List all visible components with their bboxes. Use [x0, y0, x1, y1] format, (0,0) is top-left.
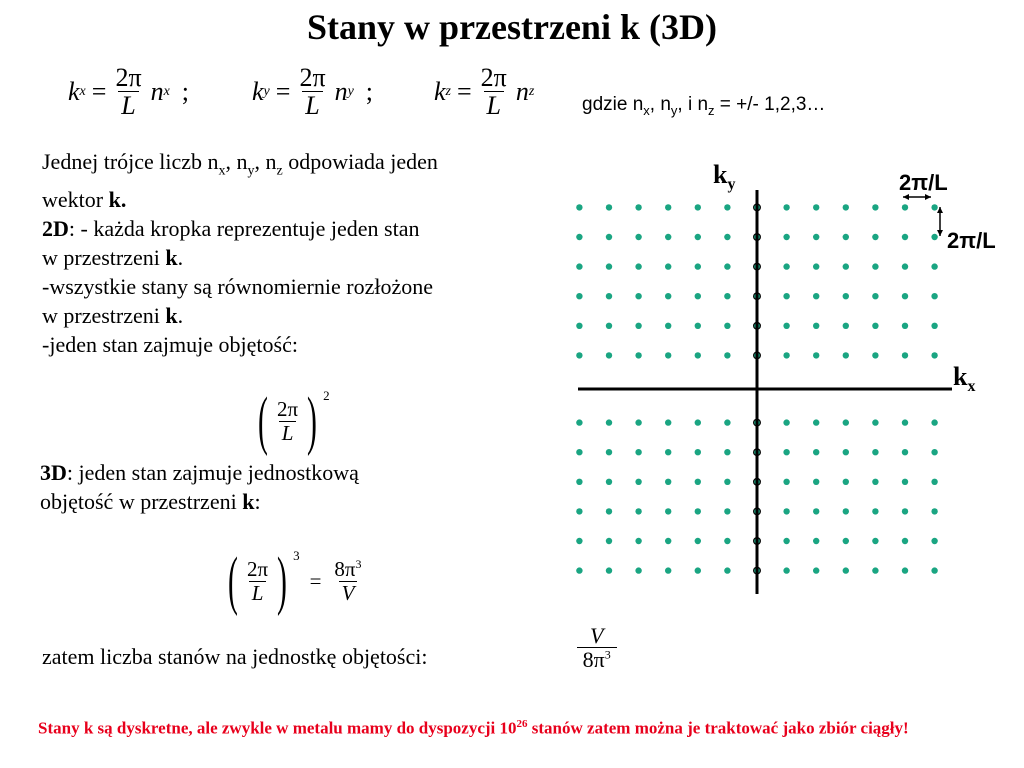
lattice-dot — [606, 567, 612, 573]
lattice-dot — [872, 449, 878, 455]
fraction-2pi-over-L: $\frac{2\pi}{L}$ — [246, 557, 269, 605]
p1-line5: -wszystkie stany są równomiernie rozłożone — [42, 274, 433, 300]
lattice-dot — [843, 263, 849, 269]
ky-definition: k y = $\frac{2\pi}{L}$ n y ; — [252, 63, 374, 121]
lattice-dot — [902, 567, 908, 573]
p1-line4: w przestrzeni k. — [42, 245, 184, 271]
lattice-dot — [931, 352, 937, 358]
lattice-dot — [635, 479, 641, 485]
lattice-dot — [813, 508, 819, 514]
lattice-dot — [695, 204, 701, 210]
left-paren: ( — [258, 384, 268, 457]
lattice-dot — [635, 508, 641, 514]
lattice-dot — [724, 508, 730, 514]
density-formula — [576, 624, 617, 671]
lattice-dot — [872, 419, 878, 425]
lattice-dot — [872, 204, 878, 210]
lattice-dot — [606, 293, 612, 299]
lattice-dot — [931, 508, 937, 514]
lattice-dot — [813, 449, 819, 455]
step-x-label: 2π/L — [899, 170, 948, 195]
lattice-dot — [606, 508, 612, 514]
lattice-dot — [724, 567, 730, 573]
lattice-dot — [724, 263, 730, 269]
lattice-dot — [872, 323, 878, 329]
lattice-dot — [724, 419, 730, 425]
kx-definition: k x = $\frac{2\pi}{L}$ n x ; — [68, 63, 190, 121]
lattice-dot — [665, 567, 671, 573]
lattice-dot — [606, 479, 612, 485]
lattice-dot — [931, 479, 937, 485]
density-text: zatem liczba stanów na jednostkę objętości: — [42, 644, 428, 669]
lattice-dot — [783, 538, 789, 544]
fraction-2pi-over-L: $\frac{2\pi}{L}$ — [276, 397, 299, 445]
separator: ; — [181, 76, 190, 106]
lattice-dot — [576, 419, 582, 425]
lattice-dot — [843, 323, 849, 329]
area-per-state-2d: ( $\frac{2\pi}{L}$ ) 2 — [258, 384, 330, 457]
p1-line7: -jeden stan zajmuje objętość: — [42, 332, 298, 358]
ky-fraction: $\frac{2\pi}{L}$ — [299, 63, 326, 121]
lattice-dot — [843, 234, 849, 240]
lattice-dot — [695, 538, 701, 544]
lattice-dot — [872, 234, 878, 240]
lattice-dot — [695, 419, 701, 425]
lattice-dot — [783, 293, 789, 299]
lattice-dot — [695, 293, 701, 299]
lattice-dot — [606, 352, 612, 358]
lattice-dot — [576, 449, 582, 455]
lattice-dot — [931, 323, 937, 329]
lattice-dot — [665, 293, 671, 299]
kz-fraction: $\frac{2\pi}{L}$ — [480, 63, 507, 121]
right-paren: ) — [307, 384, 318, 457]
lattice-dot — [695, 508, 701, 514]
lattice-dot — [695, 449, 701, 455]
p2-line1: 3D: jeden stan zajmuje jednostkową — [40, 460, 359, 485]
lattice-dot — [724, 352, 730, 358]
lattice-dot — [783, 234, 789, 240]
lattice-dot — [902, 352, 908, 358]
lattice-dot — [635, 204, 641, 210]
lattice-dot — [813, 419, 819, 425]
lattice-dot — [576, 263, 582, 269]
lattice-dot — [724, 204, 730, 210]
lattice-dot — [813, 352, 819, 358]
lattice-dot — [665, 508, 671, 514]
kz-definition: k z = $\frac{2\pi}{L}$ n z — [434, 63, 535, 121]
lattice-dot — [931, 567, 937, 573]
lattice-dot — [695, 234, 701, 240]
lattice-dot — [635, 293, 641, 299]
lattice-dot — [576, 323, 582, 329]
lattice-dot — [783, 479, 789, 485]
lattice-dot — [902, 449, 908, 455]
k-space-lattice — [560, 150, 1020, 610]
lattice-dot — [931, 449, 937, 455]
lattice-dot — [724, 293, 730, 299]
lattice-dot — [843, 479, 849, 485]
lattice-dot — [606, 323, 612, 329]
lattice-dot — [902, 538, 908, 544]
lattice-dot — [695, 352, 701, 358]
lattice-dot — [606, 538, 612, 544]
lattice-dot — [783, 419, 789, 425]
lattice-dot — [783, 263, 789, 269]
lattice-dot — [635, 449, 641, 455]
lattice-dot — [576, 508, 582, 514]
lattice-dot — [872, 352, 878, 358]
discreteness-note: Stany k są dyskretne, ale zwykle w metalu mamy do dyspozycji $10^{26}$ stanów zatem można je traktować jako zbiór ciągły! — [38, 718, 909, 738]
lattice-dot — [783, 352, 789, 358]
lattice-dot — [576, 479, 582, 485]
lattice-dot — [872, 263, 878, 269]
lattice-dot — [606, 263, 612, 269]
lattice-dot — [902, 204, 908, 210]
p2-line2: objętość w przestrzeni k: — [40, 489, 261, 514]
lattice-dot — [813, 538, 819, 544]
lattice-dot — [902, 293, 908, 299]
lattice-dot — [843, 419, 849, 425]
lattice-dot — [695, 567, 701, 573]
lattice-dot — [635, 419, 641, 425]
quantum-number-range: gdzie $n_x$, $n_y$, i $n_z$ = +/- 1,2,3… — [582, 94, 826, 118]
volume-per-state-3d: ( $\frac{2\pi}{L}$ ) 3 = $\frac{8\pi^3}{V}$ — [222, 548, 365, 614]
lattice-dot — [843, 293, 849, 299]
lattice-dot — [695, 323, 701, 329]
ky-axis-label: $k_y$ — [713, 160, 736, 194]
lattice-dot — [902, 508, 908, 514]
lattice-dot — [665, 323, 671, 329]
lattice-dot — [931, 234, 937, 240]
lattice-dot — [576, 352, 582, 358]
separator: ; — [365, 76, 374, 106]
lattice-dot — [576, 234, 582, 240]
lattice-dot — [931, 263, 937, 269]
lattice-dot — [635, 538, 641, 544]
lattice-dot — [872, 538, 878, 544]
fraction-8pi3-over-V: $\frac{8\pi^3}{V}$ — [334, 557, 362, 605]
lattice-dot — [783, 567, 789, 573]
lattice-dot — [902, 419, 908, 425]
right-paren: ) — [277, 544, 288, 617]
lattice-dot — [843, 508, 849, 514]
lattice-dot — [872, 508, 878, 514]
lattice-dot — [665, 204, 671, 210]
lattice-dot — [813, 234, 819, 240]
lattice-dot — [843, 352, 849, 358]
lattice-dot — [635, 234, 641, 240]
step-y-label: 2π/L — [947, 228, 996, 253]
lattice-dot — [606, 204, 612, 210]
lattice-dot — [902, 323, 908, 329]
lattice-dot — [606, 419, 612, 425]
lattice-dot — [813, 204, 819, 210]
lattice-dot — [843, 449, 849, 455]
kx-axis-label: $k_x$ — [953, 362, 976, 396]
lattice-dot — [635, 352, 641, 358]
lattice-dot — [635, 567, 641, 573]
lattice-dot — [931, 538, 937, 544]
lattice-dot — [665, 449, 671, 455]
lattice-dot — [576, 204, 582, 210]
lattice-dot — [843, 567, 849, 573]
lattice-dot — [576, 567, 582, 573]
lattice-dot — [724, 323, 730, 329]
lattice-dot — [931, 204, 937, 210]
step-y-arrow — [937, 207, 943, 236]
kx-fraction: $\frac{2\pi}{L}$ — [115, 63, 142, 121]
p1-line6: w przestrzeni k. — [42, 303, 184, 329]
lattice-dot — [843, 538, 849, 544]
lattice-dot — [813, 323, 819, 329]
p1-line1: Jednej trójce liczb $n_x$, $n_y$, $n_z$ odpowiada jeden — [42, 149, 438, 179]
paragraph-3d — [40, 458, 359, 516]
lattice-dot — [576, 293, 582, 299]
lattice-dot — [665, 352, 671, 358]
lattice-dot — [576, 538, 582, 544]
lattice-dot — [813, 293, 819, 299]
lattice-dot — [902, 234, 908, 240]
lattice-dot — [606, 234, 612, 240]
lattice-dot — [665, 263, 671, 269]
p1-line2: wektor k. — [42, 187, 127, 213]
lattice-dot — [665, 479, 671, 485]
lattice-dot — [902, 479, 908, 485]
lattice-dot — [872, 293, 878, 299]
fraction-V-over-8pi3: $\frac{V}{8\pi^3}$ — [576, 624, 617, 671]
lattice-dot — [931, 293, 937, 299]
lattice-dot — [606, 449, 612, 455]
slide-title: Stany w przestrzeni k (3D) — [307, 7, 717, 47]
lattice-dot — [783, 204, 789, 210]
lattice-dot — [872, 479, 878, 485]
lattice-dot — [783, 508, 789, 514]
lattice-dot — [635, 323, 641, 329]
lattice-dot — [813, 479, 819, 485]
lattice-dot — [813, 567, 819, 573]
lattice-dot — [695, 263, 701, 269]
lattice-dot — [724, 479, 730, 485]
lattice-dot — [665, 419, 671, 425]
lattice-dot — [724, 234, 730, 240]
paragraph-2d — [42, 147, 438, 359]
left-paren: ( — [228, 544, 238, 617]
lattice-dot — [783, 323, 789, 329]
lattice-dot — [931, 419, 937, 425]
lattice-dot — [665, 234, 671, 240]
lattice-dot — [665, 538, 671, 544]
lattice-dot — [872, 567, 878, 573]
p1-line3: 2D: - każda kropka reprezentuje jeden stan — [42, 216, 420, 242]
lattice-dot — [635, 263, 641, 269]
lattice-dot — [783, 449, 789, 455]
lattice-dot — [695, 479, 701, 485]
lattice-dot — [724, 538, 730, 544]
lattice-dot — [724, 449, 730, 455]
lattice-dot — [813, 263, 819, 269]
lattice-dot — [843, 204, 849, 210]
lattice-dot — [902, 263, 908, 269]
